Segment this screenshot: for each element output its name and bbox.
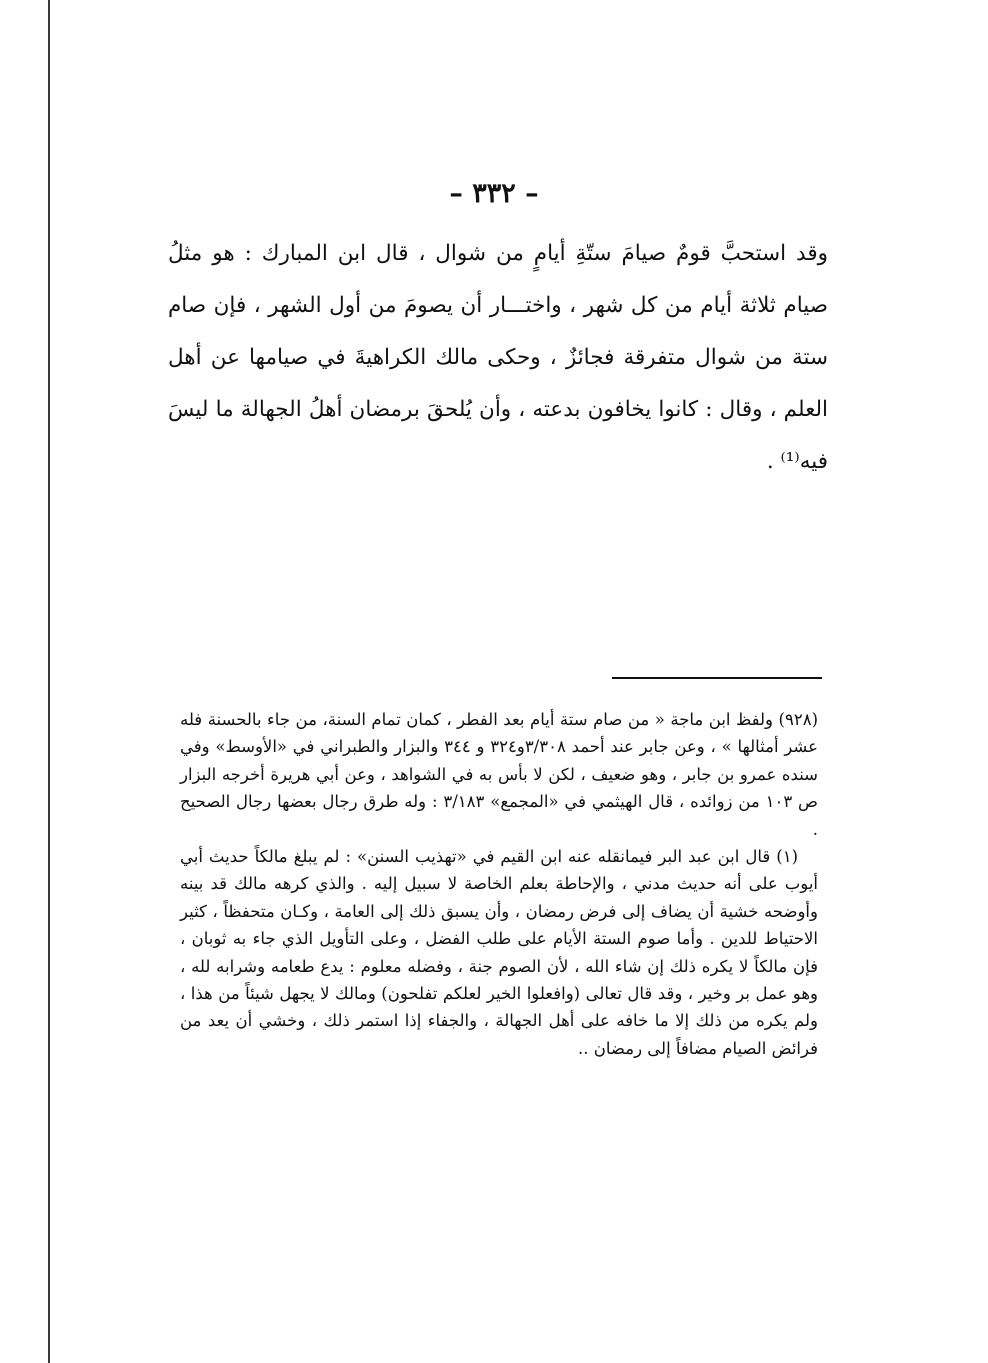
page-number: – ٣٣٢ – <box>449 178 539 209</box>
footnote-1: (١) قال ابن عبد البر فيمانقله عنه ابن القيم في «تهذيب السنن» : لم يبلغ مالكاً حديث أبي أيوب على أنه حديث مدني ، والإحاطة بعلم الخاصة لا سبيل إليه . والذي كرهه مالك قد بينه وأوضحه خشية أن يضاف إلى فرض رمضان ، وأن يسبق ذلك إلى العامة ، وكـان متحفظاً ، كثير الاحتياط للدين . وأما صوم الستة الأيام على طلب الفضل ، وعلى التأويل الذي جاء به ثوبان ، فإن مالكاً لا يكره ذلك إن شاء الله ، لأن الصوم جنة ، وفضله معلوم : يدع طعامه وشرابه لله ، وهو عمل بر وخير ، وقد قال تعالى (وافعلوا الخير لعلكم تفلحون) ومالك لا يجهل شيئاً من هذا ، ولم يكره من ذلك إلا ما خافه على أهل الجهالة ، والجفاء إذا استمر ذلك ، وخشي أن يعد من فرائض الصيام مضافاً إلى رمضان .. <box>180 847 818 1058</box>
footnotes-block <box>180 706 818 1062</box>
footnote-separator <box>612 677 822 679</box>
main-paragraph: وقد استحبَّ قومٌ صيامَ ستّةِ أيامٍ من شوال ، قال ابن المبارك : هو مثلُ صيام ثلاثة أيام من كل شهر ، واختـــار أن يصومَ من أول الشهر ، فإن صام ستة من شوال متفرقة فجائزٌ ، وحكى مالك الكراهيةَ في صيامها عن أهل العلم ، وقال : كانوا يخافون بدعته ، وأن يُلحقَ برمضان أهلُ الجهالة ما ليسَ فيه⁽¹⁾ . <box>168 241 828 474</box>
footnote-928: (٩٢٨) ولفظ ابن ماجة « من صام ستة أيام بعد الفطر ، كمان تمام السنة، من جاء بالحسنة فله عشر أمثالها » ، وعن جابر عند أحمد ٣/٣٠٨و٣٢٤ و ٣٤٤ والبزار والطبراني في «الأوسط» وفي سنده عمرو بن جابر ، وهو ضعيف ، لكن لا بأس به في الشواهد ، وعن أبي هريرة أخرجه البزار ص ١٠٣ من زوائده ، قال الهيثمي في «المجمع» ٣/١٨٣ : وله طرق رجال بعضها رجال الصحيح . <box>180 710 818 839</box>
main-text-block <box>168 228 828 488</box>
